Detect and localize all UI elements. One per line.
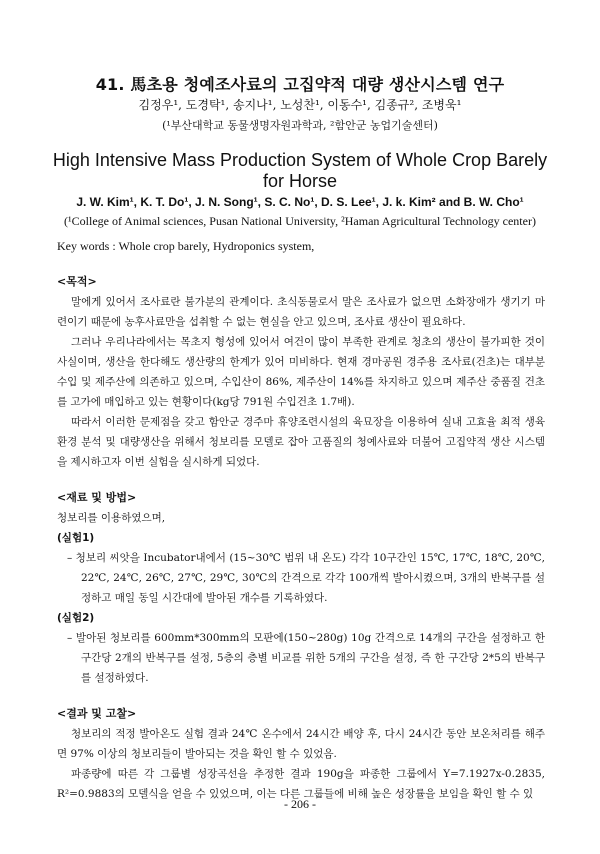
- english-title-line1: High Intensive Mass Production System of Whole Crop Barely: [52, 150, 548, 170]
- methods-intro: 청보리를 이용하였으며,: [57, 512, 166, 524]
- english-title-line2: for Horse: [262, 171, 338, 191]
- results-paragraph: 청보리의 적정 발아온도 실험 결과 24℃ 온수에서 24시간 배양 후, 다시 24시간 동안 보온처리를 해주면 97% 이상의 청보리들이 발아되는 것을 확인 할 수 있었음.: [57, 728, 545, 760]
- korean-authors: 김정우¹, 도경탁¹, 송지나¹, 노성찬¹, 이동수¹, 김종규², 조병욱¹: [138, 98, 462, 112]
- experiment1-text: – 청보리 씨앗을 Incubator내에서 (15~30℃ 범위 내 온도) 각각 10구간인 15℃, 17℃, 18℃, 20℃, 22℃, 24℃, 26℃, 27℃, 29℃, 30℃의 간격으로 각각 100개씩 발아시켰으며, 3개의 반복구를 설정하고 매일 동일 시간대에 발아된 개수를 기록하였다.: [67, 552, 545, 604]
- english-title: [0, 150, 600, 192]
- body-content: [57, 272, 545, 804]
- korean-affiliation: (¹부산대학교 동물생명자원과학과, ²함안군 농업기술센터): [162, 119, 438, 132]
- section-heading-objective: <목적>: [57, 275, 97, 288]
- keywords: Key words : Whole crop barely, Hydroponics system,: [57, 239, 315, 253]
- objective-paragraph: 말에게 있어서 조사료란 불가분의 관계이다. 초식동물로서 말은 조사료가 없으면 소화장애가 생기기 마련이기 때문에 농후사료만을 섭취할 수 없는 현실을 안고 있으며, 조사료 생산이 필요하다.: [57, 296, 545, 328]
- korean-title: 41. 馬초용 청예조사료의 고집약적 대량 생산시스템 연구: [95, 75, 505, 94]
- page-number: - 206 -: [284, 797, 316, 811]
- experiment2-heading: (실험2): [57, 612, 95, 624]
- section-heading-results: <결과 및 고찰>: [57, 707, 137, 720]
- english-authors: J. W. Kim¹, K. T. Do¹, J. N. Song¹, S. C. No¹, D. S. Lee¹, J. k. Kim² and B. W. Cho¹: [76, 195, 524, 209]
- objective-paragraph: 그러나 우리나라에서는 목초지 형성에 있어서 여건이 많이 부족한 관계로 청초의 생산이 불가피한 것이 사실이며, 생산을 한다해도 생산량의 한계가 있어 미비하다. 현재 경마공원 경주용 조사료(건초)는 대부분 수입 및 제주산에 의존하고 있으며, 수입산이 86%, 제주산이 14%를 차지하고 있으며 제주산 중품질 건초를 고가에 매입하고 있는 현황이다(kg당 791원 수입건초 1.7배).: [57, 336, 545, 408]
- results-paragraph: 파종량에 따른 각 그룹별 성장곡선을 추정한 결과 190g을 파종한 그룹에서 Y=7.1927x-0.2835, R²=0.9883의 모델식을 얻을 수 있었으며, 이는 다른 그룹들에 비해 높은 성장률을 보임을 확인 할 수 있: [57, 768, 545, 800]
- objective-paragraph: 따라서 이러한 문제점을 갖고 함안군 경주마 휴양조련시설의 육묘장을 이용하여 실내 고효율 최적 생육환경 분석 및 대량생산을 위해서 청보리를 모델로 잡아 고품질의 청예사료와 더불어 고집약적 생산 시스템을 제시하고자 이번 실험을 실시하게 되었다.: [57, 416, 545, 468]
- section-heading-methods: <재료 및 방법>: [57, 491, 137, 504]
- experiment2-text: – 발아된 청보리를 600mm*300mm의 모판에(150~280g) 10g 간격으로 14개의 구간을 설정하고 한 구간당 2개의 반복구를 설정, 5층의 층별 비교를 위한 5개의 구간을 설정, 즉 한 구간당 2*5의 반복구를 설정하였다.: [67, 632, 545, 684]
- experiment1-heading: (실험1): [57, 532, 95, 544]
- english-affiliation: (¹College of Animal sciences, Pusan National University, ²Haman Agricultural Technology center): [64, 214, 536, 228]
